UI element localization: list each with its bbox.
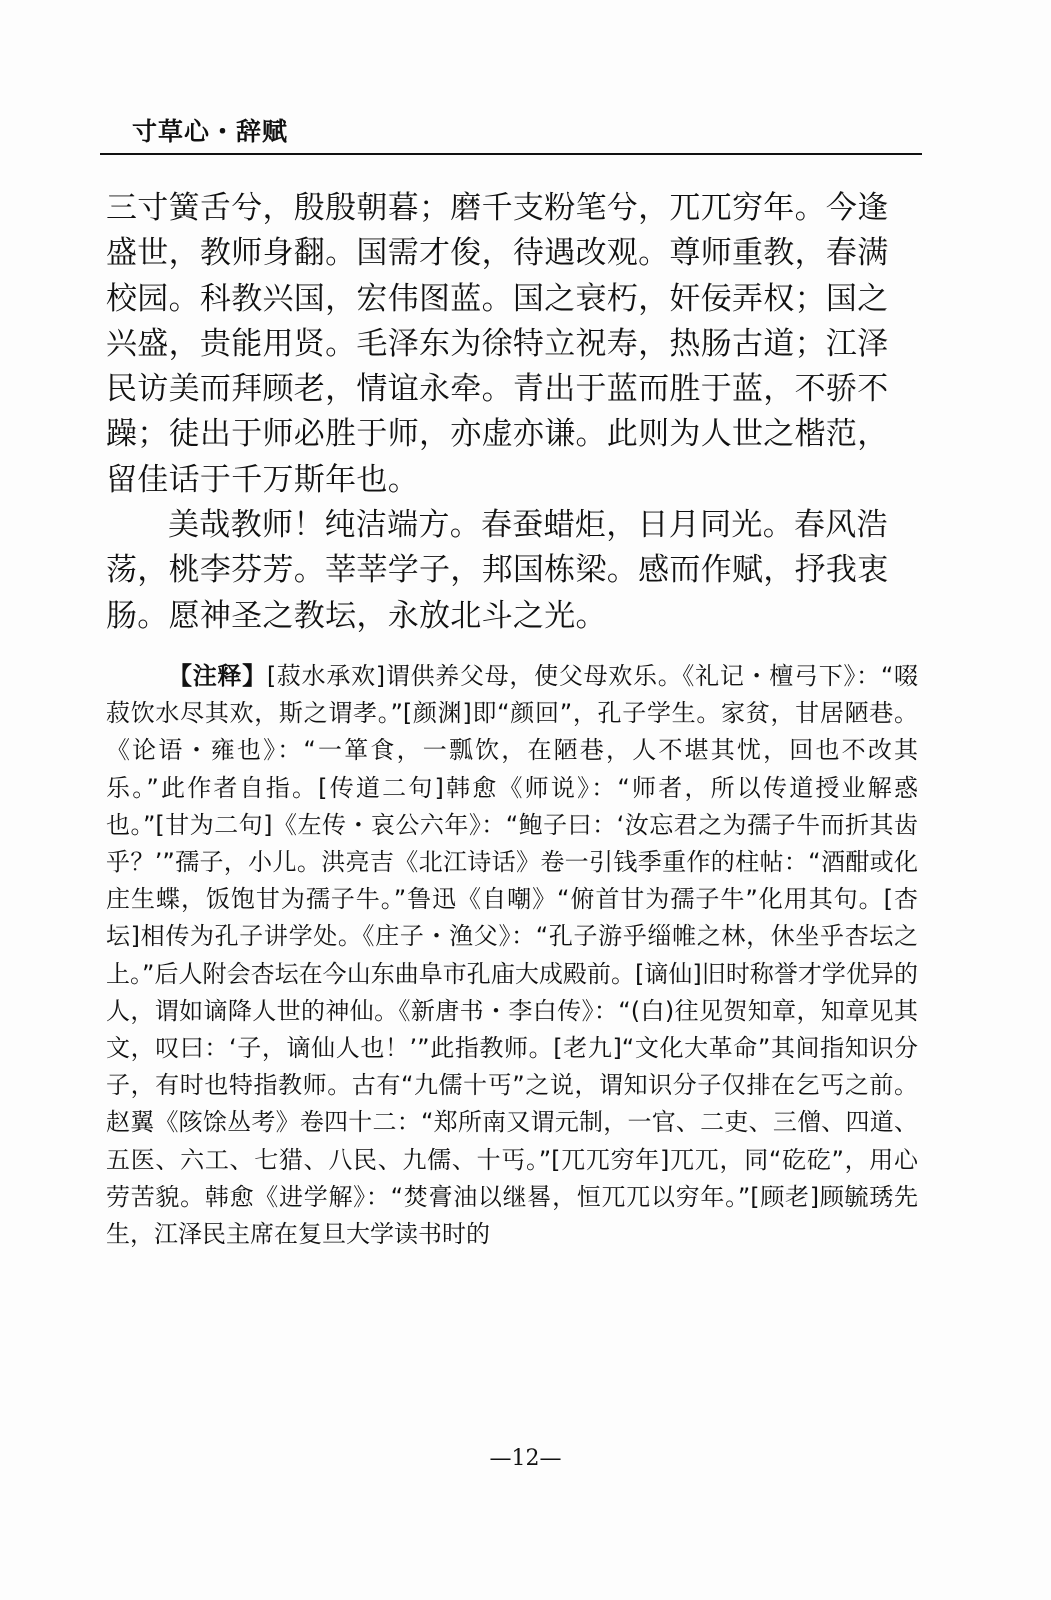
notes-section <box>106 658 918 1253</box>
header-rule <box>100 153 922 155</box>
body-paragraph-2: 美哉教师！纯洁端方。春蚕蜡炬，日月同光。春风浩荡，桃李芬芳。莘莘学子，邦国栋梁。感而作赋，抒我衷肠。愿神圣之教坛，永放北斗之光。 <box>106 507 889 634</box>
main-text <box>106 186 918 639</box>
notes-paragraph <box>106 658 918 1253</box>
page-number: —12— <box>489 1446 562 1471</box>
notes-label: 【注释】 <box>168 662 267 690</box>
running-head: 寸草心・辞赋 <box>132 117 289 146</box>
notes-text: [菽水承欢]谓供养父母，使父母欢乐。《礼记・檀弓下》：“啜菽饮水尽其欢，斯之谓孝。”[颜渊]即“颜回”，孔子学生。家贫，甘居陋巷。《论语・雍也》：“一箪食，一瓢饮，在陋巷，人不堪其忧，回也不改其乐。”此作者自指。[传道二句]韩愈《师说》：“师者，所以传道授业解惑也。”[甘为二句]《左传・哀公六年》：“鲍子曰：‘汝忘君之为孺子牛而折其齿乎？’”孺子，小儿。洪亮吉《北江诗话》卷一引钱季重作的柱帖：“酒酣或化庄生蝶，饭饱甘为孺子牛。”鲁迅《自嘲》“俯首甘为孺子牛”化用其句。[杏坛]相传为孔子讲学处。《庄子・渔父》：“孔子游乎缁帷之林，休坐乎杏坛之上。”后人附会杏坛在今山东曲阜市孔庙大成殿前。[谪仙]旧时称誉才学优异的人，谓如谪降人世的神仙。《新唐书・李白传》：“(白)往见贺知章，知章见其文，叹曰：‘子，谪仙人也！’”此指教师。[老九]“文化大革命”其间指知识分子，有时也特指教师。古有“九儒十丐”之说，谓知识分子仅排在乞丐之前。赵翼《陔馀丛考》卷四十二：“郑所南又谓元制，一官、二吏、三僧、四道、五医、六工、七猎、八民、九儒、十丐。”[兀兀穷年]兀兀，同“矻矻”，用心劳苦貌。韩愈《进学解》：“焚膏油以继晷，恒兀兀以穷年。”[顾老]顾毓琇先生，江泽民主席在复旦大学读书时的 <box>106 662 918 1249</box>
body-paragraph-1: 三寸簧舌兮，殷殷朝暮；磨千支粉笔兮，兀兀穷年。今逢盛世，教师身翻。国需才俊，待遇改观。尊师重教，春满校园。科教兴国，宏伟图蓝。国之衰朽，奸佞弄权；国之兴盛，贵能用贤。毛泽东为徐特立祝寿，热肠古道；江泽民访美而拜顾老，情谊永牵。青出于蓝而胜于蓝，不骄不躁；徒出于师必胜于师，亦虚亦谦。此则为人世之楷范，留佳话于千万斯年也。 <box>106 190 889 498</box>
